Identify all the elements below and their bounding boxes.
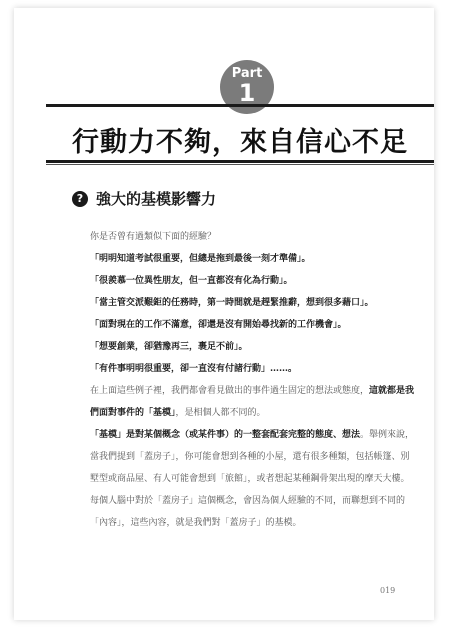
title-top-rule xyxy=(46,104,434,107)
page-number: 019 xyxy=(380,586,396,595)
paragraph-2-emphasis: 「基模」是對某個概念（或某件事）的一整套配套完整的態度、想法 xyxy=(90,430,361,440)
quote-line: 「面對現在的工作不滿意，卻還是沒有開始尋找新的工作機會」。 xyxy=(90,320,347,330)
section-heading xyxy=(72,188,216,209)
paragraph-1 xyxy=(90,380,416,424)
chapter-title: 行動力不夠，來自信心不足 xyxy=(72,127,408,158)
part-label: Part xyxy=(231,66,263,81)
quote-line: 「想要創業，卻猶豫再三，裹足不前」。 xyxy=(90,342,248,352)
body-text xyxy=(90,226,416,534)
title-bottom-rule xyxy=(46,160,434,163)
paragraph-1-lead: 在上面這些例子裡，我們都會看見做出的事件過生固定的想法或態度， xyxy=(90,386,370,396)
quote-line: 「當主管交派艱鉅的任務時，第一時間就是趕緊推辭，想到很多藉口」。 xyxy=(90,298,374,308)
paragraph-1-tail: ，是相個人都不同的。 xyxy=(175,408,266,418)
section-title: 強大的基模影響力 xyxy=(96,190,217,208)
quote-line: 「很羨慕一位異性朋友，但一直都沒有化為行動」。 xyxy=(90,276,293,286)
title-bottom-thin-rule xyxy=(46,164,434,165)
paragraph-2 xyxy=(90,424,416,534)
book-page xyxy=(14,8,434,620)
paragraph-2-tail: 。舉例來說，當我們提到「蓋房子」，你可能會想到各種的小屋，還有很多種類，包括帳篷、別墅型或商品屋、有人可能會想到「旅館」，或者想起某種鋼骨架出現的摩天大樓。每個人腦中對於「蓋房子」這個概念，會因為個人經驗的不同，而聯想到不同的「內容」，這些內容，就是我們對「蓋房子」的基模。 xyxy=(90,430,415,528)
quote-line: 「有件事明明很重要，卻一直沒有付諸行動」……。 xyxy=(90,364,298,374)
paragraph-1-emphasis: 這就都是我們面對事件的「基模」 xyxy=(90,386,415,418)
question-icon: ? xyxy=(72,191,88,207)
part-number: 1 xyxy=(238,79,256,107)
intro-line: 你是否曾有過類似下面的經驗？ xyxy=(90,232,217,242)
quote-line: 「明明知道考試很重要，但總是拖到最後一刻才準備」。 xyxy=(90,254,311,264)
